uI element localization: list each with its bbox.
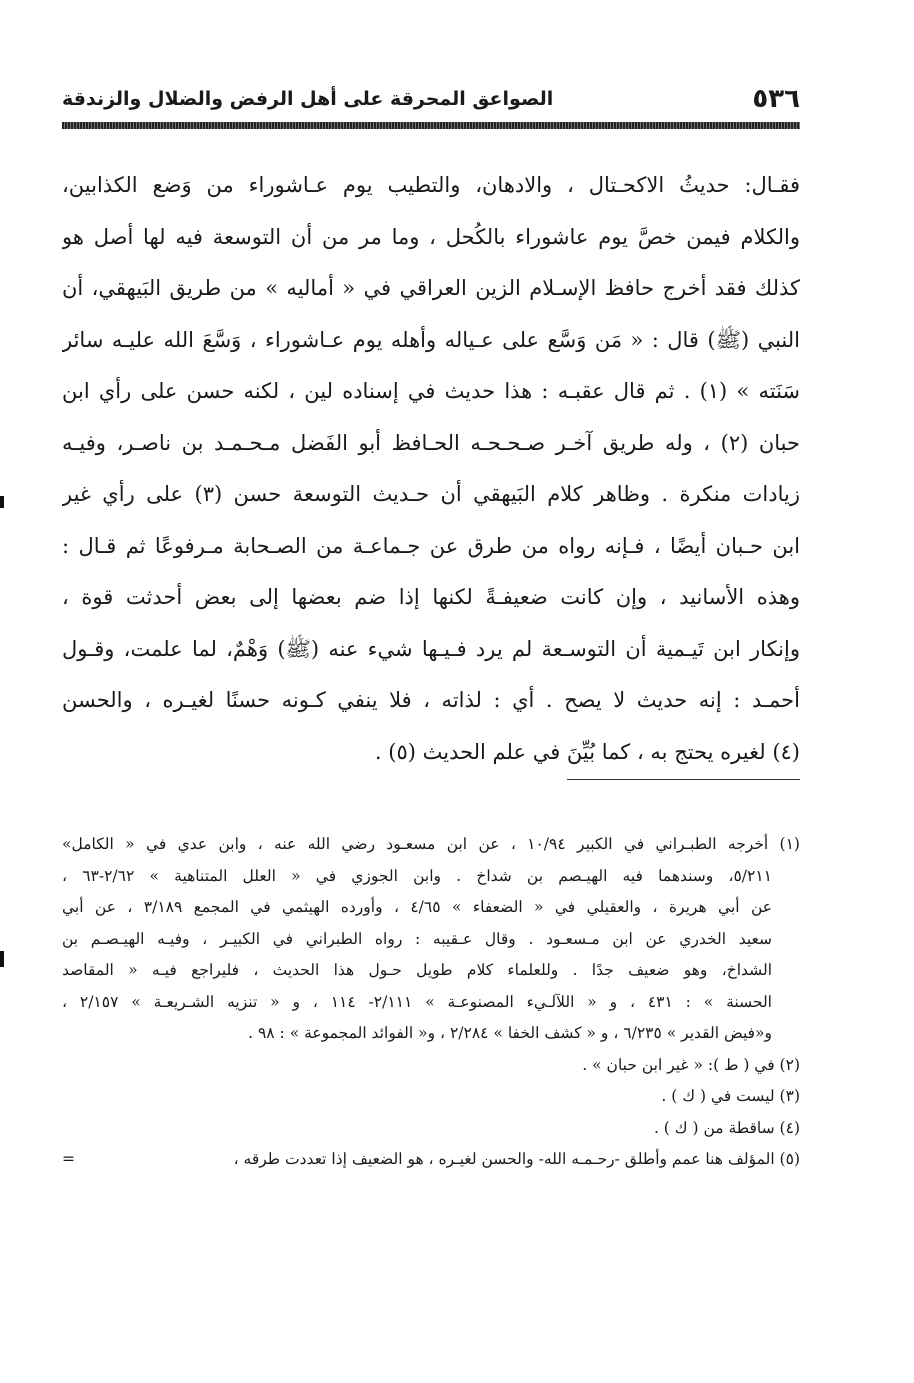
text-line-last — [62, 727, 800, 779]
page-number: ٥٣٦ — [752, 84, 800, 114]
footnote-1-line: الشداخ، وهو ضعيف جدًا . وللعلماء كلام طويل حـول هذا الحديث ، فليراجع فيـه « المقاصد — [62, 961, 773, 979]
footnote-1-line: عن أبي هريرة ، والعقيلي في « الضعفاء » ٤/٦٥ ، وأورده الهيثمي في المجمع ٣/١٨٩ ، عن أبي — [62, 898, 773, 916]
scan-margin-mark — [0, 496, 4, 508]
text-line: كذلك فقد أخرج حافظ الإسـلام الزين العراقي في « أماليه » من طريق البَيهقي، أن — [62, 276, 800, 300]
text-line: وإنكار ابن تَيـمية أن التوسـعة لم يرد فـيـها شيء عنه (ﷺ) وَهْمٌ، لما علمت، وقـول — [62, 636, 800, 661]
footnotes — [62, 829, 800, 1176]
footnote-1-line: الحسنة » : ٤٣١ ، و « اللآلـيء المصنوعـة » ٢/١١١- ١١٤ ، و « تنزيه الشـريعـة » ٢/١٥٧ ، — [62, 992, 772, 1011]
text-line: سَنَته » (١) . ثم قال عقبـه : هذا حديث في إسناده لين ، لكنه حسن على رأي ابن — [62, 379, 800, 403]
header-rule — [62, 122, 800, 129]
running-title: الصواعق المحرقة على أهل الرفض والضلال والزندقة — [62, 88, 554, 110]
text-line: أحمـد : إنه حديث لا يصح . أي : لذاته ، فلا ينفي كـونه حسنًا لغيـره ، والحسن — [62, 688, 800, 712]
footnote-5-text: (٥) المؤلف هنا عمم وأطلق -رحـمـه الله- والحسن لغيـره ، هو الضعيف إذا تعددت طرقه ، — [233, 1150, 800, 1168]
text-line: والكلام فيمن خصَّ يوم عاشوراء بالكُحل ، وما مر من أن التوسعة فيه لها أصل هو — [62, 224, 800, 249]
footnote-1-line: (١) أخرجه الطبـراني في الكبير ١٠/٩٤ ، عن ابن مسعـود رضي الله عنه ، وابن عدي في « الكامل» — [62, 835, 800, 853]
footnote-5 — [62, 1144, 800, 1176]
scan-margin-mark — [0, 951, 4, 967]
text-line: زيادات منكرة . وظاهر كلام البَيهقي أن حـديث التوسعة حسن (٣) على رأي غير — [62, 482, 800, 506]
continuation-mark: = — [62, 1150, 75, 1168]
note-marker: (٤) — [772, 739, 800, 764]
footnote-1-line: سعيد الخدري عن ابن مـسعـود . وقال عـقيبه : رواه الطبراني في الكبيـر ، وفيـه الهيـصـم بن — [62, 929, 772, 948]
footnote-3: (٣) ليست في ( ك ) . — [661, 1087, 800, 1105]
footnote-1-line: ٥/٢١١، وسندهما فيه الهيـصم بن شداخ . وابن الجوزي في « العلل المتناهية » ٢/٦٢-٦٣ ، — [62, 866, 772, 885]
footnote-1-line: و«فيض القدير » ٦/٢٣٥ ، و « كشف الخفا » ٢/٢٨٤ ، و« الفوائد المجموعة » : ٩٨ . — [248, 1024, 772, 1042]
text-line: ابن حـبان أيضًا ، فـإنه رواه من طرق عن جـماعـة من الصـحابة مـرفوعًا ثم قـال : — [62, 533, 800, 558]
page-header — [62, 82, 800, 124]
text-line: النبي (ﷺ) قال : « مَن وَسَّع على عـياله وأهله يوم عـاشوراء ، وَسَّعَ الله عليـه سائر — [62, 327, 800, 352]
text-line: وهذه الأسانيد ، وإن كانت ضعيفـةً لكنها إذا ضم بعضها إلى بعض أحدثت قوة ، — [62, 585, 800, 609]
main-text — [62, 160, 800, 778]
text-line: فقـال: حديثُ الاكحـتال ، والادهان، والتطيب يوم عـاشوراء من وَضع الكذابين، — [62, 173, 800, 197]
text-line: حبان (٢) ، وله طريق آخـر صـحـحـه الحـافظ أبو الفَضل مـحـمـد بن ناصـر، وفيـه — [62, 430, 800, 455]
text-line-last-content: لغيره يحتج به ، كما بُيِّنَ في علم الحديث (٥) . — [374, 739, 766, 764]
footnote-4: (٤) ساقطة من ( ك ) . — [653, 1118, 800, 1137]
footnote-separator — [567, 779, 800, 780]
footnote-2: (٢) في ( ط ): « غير ابن حبان » . — [582, 1055, 800, 1074]
